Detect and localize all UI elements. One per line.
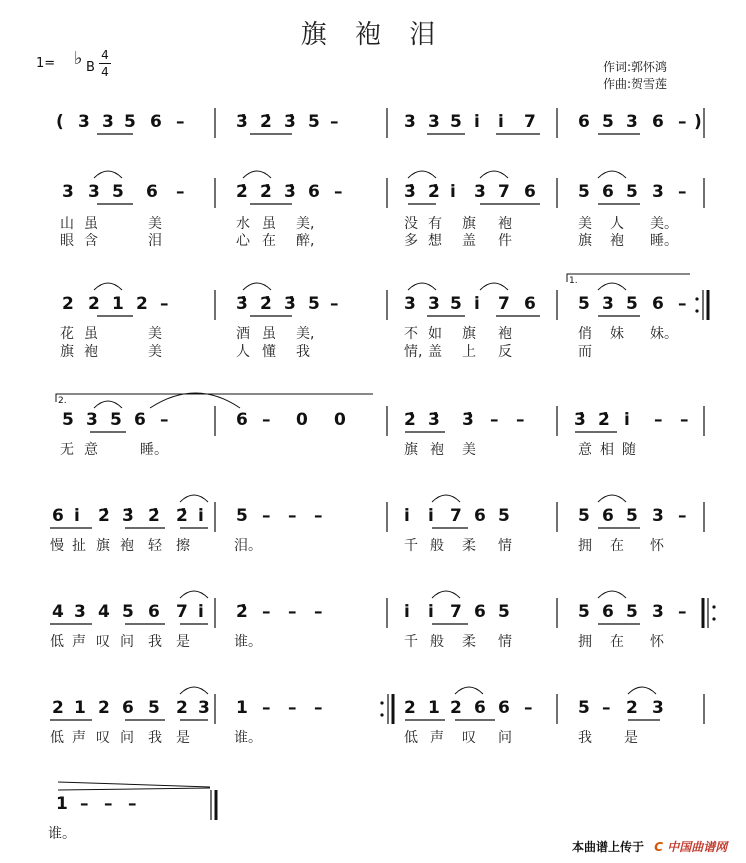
note: ) xyxy=(694,112,702,132)
note: 2 xyxy=(450,698,462,718)
volta-second: 2. xyxy=(58,396,67,406)
note: i̇ xyxy=(74,506,80,526)
lyric-syllable: 旗 xyxy=(578,233,592,249)
lyric-syllable: 情 xyxy=(498,538,512,554)
lyric-syllable: 美 xyxy=(462,442,476,458)
note: i̇ xyxy=(404,602,410,622)
note: 2̇ xyxy=(598,410,610,430)
lyric-syllable: 谁。 xyxy=(48,826,76,842)
note: 3 xyxy=(74,602,86,622)
lyric-syllable: 盖 xyxy=(428,344,442,360)
note: 3 xyxy=(102,112,114,132)
note: 3 xyxy=(62,182,74,202)
note: i̇ xyxy=(198,602,204,622)
note: 3 xyxy=(626,112,638,132)
note: 7 xyxy=(498,182,510,202)
lyric-syllable: 问 xyxy=(120,634,134,650)
note: 3 xyxy=(652,506,664,526)
note: 2 xyxy=(52,698,64,718)
note: – xyxy=(80,794,89,814)
lyric-syllable: 妹。 xyxy=(650,326,678,342)
lyric-syllable: 在 xyxy=(610,634,624,650)
note: 5 xyxy=(112,182,124,202)
note: 7 xyxy=(450,602,462,622)
note: 6 xyxy=(524,294,536,314)
note: 2 xyxy=(404,698,416,718)
lyric-syllable: 人 xyxy=(236,344,250,360)
lyric-syllable: 情, xyxy=(404,344,423,360)
note: – xyxy=(262,602,271,622)
upload-note: 本曲谱上传于 xyxy=(572,840,645,854)
note: – xyxy=(678,182,687,202)
note: 6 xyxy=(498,698,510,718)
note: 4 xyxy=(98,602,110,622)
note: – xyxy=(680,410,689,430)
lyric-syllable: 拥 xyxy=(578,538,592,554)
note: 5 xyxy=(122,602,134,622)
lyric-syllable: 叹 xyxy=(96,730,110,746)
lyric-syllable: 醉, xyxy=(296,233,315,249)
lyric-syllable: 盖 xyxy=(462,233,476,249)
lyric-syllable: 我 xyxy=(578,730,592,746)
lyric-syllable: 如 xyxy=(428,326,442,342)
lyric-syllable: 旗 xyxy=(96,538,110,554)
note: – xyxy=(330,112,339,132)
lyric-syllable: 美 xyxy=(148,344,162,360)
lyric-syllable: 美。 xyxy=(650,216,678,232)
note: 6 xyxy=(524,182,536,202)
note: 5 xyxy=(578,294,590,314)
note: 2̇ xyxy=(236,182,248,202)
note: 3̇ xyxy=(574,410,586,430)
lyric-syllable: 含 xyxy=(84,233,98,249)
lyric-syllable: 谁。 xyxy=(234,730,262,746)
flat-sign: ♭ xyxy=(74,48,83,69)
lyric-syllable: 虽 xyxy=(84,326,98,342)
lyric-syllable: 美 xyxy=(148,326,162,342)
lyric-syllable: 睡。 xyxy=(140,442,168,458)
note: 6 xyxy=(652,294,664,314)
lyric-syllable: 千 xyxy=(404,538,418,554)
lyric-syllable: 柔 xyxy=(462,538,476,554)
note: – xyxy=(314,698,323,718)
note: 3̇ xyxy=(428,410,440,430)
note: – xyxy=(288,698,297,718)
meter-top: 4 xyxy=(101,48,109,62)
lyric-syllable: 意 xyxy=(578,442,592,458)
lyric-syllable: 是 xyxy=(624,730,638,746)
site-logo: C 中国曲谱网 xyxy=(654,840,728,854)
lyric-syllable: 酒 xyxy=(236,326,250,342)
lyric-syllable: 问 xyxy=(498,730,512,746)
lyric-syllable: 声 xyxy=(72,730,86,746)
footer xyxy=(572,838,727,855)
lyric-syllable: 有 xyxy=(428,216,442,232)
note: 5 xyxy=(626,182,638,202)
lyric-syllable: 美, xyxy=(296,216,315,232)
note: 6 xyxy=(474,506,486,526)
note: ( xyxy=(56,112,64,132)
note: 6 xyxy=(122,698,134,718)
lyric-syllable: 没 xyxy=(404,216,418,232)
lyric-syllable: 般 xyxy=(430,634,444,650)
lyric-syllable: 是 xyxy=(176,634,190,650)
lyric-syllable: 反 xyxy=(498,344,512,360)
note: – xyxy=(128,794,137,814)
lyric-syllable: 袍 xyxy=(610,233,624,249)
lyric-syllable: 多 xyxy=(404,233,418,249)
lyric-syllable: 在 xyxy=(262,233,276,249)
note: 3 xyxy=(602,294,614,314)
note: 5 xyxy=(578,182,590,202)
note: 1 xyxy=(112,294,124,314)
lyric-syllable: 低 xyxy=(50,634,64,650)
note: – xyxy=(288,602,297,622)
lyric-syllable: 叹 xyxy=(462,730,476,746)
lyric-syllable: 懂 xyxy=(262,344,276,360)
note: – xyxy=(288,506,297,526)
note: – xyxy=(160,410,169,430)
lyric-syllable: 擦 xyxy=(176,538,190,554)
note: 6 xyxy=(146,182,158,202)
lyric-syllable: 美 xyxy=(578,216,592,232)
lyric-syllable: 柔 xyxy=(462,634,476,650)
note: 2̇ xyxy=(98,506,110,526)
song-title: 旗 袍 泪 xyxy=(300,20,446,50)
lyric-syllable: 袍 xyxy=(430,442,444,458)
note: 6 xyxy=(236,410,248,430)
lyric-syllable: 而 xyxy=(578,344,592,360)
note: 2 xyxy=(98,698,110,718)
note: 1 xyxy=(236,698,248,718)
lyricist: 作词:郭怀鸿 xyxy=(603,60,668,74)
note: 6 xyxy=(134,410,146,430)
note: 5 xyxy=(124,112,136,132)
lyric-syllable: 山 xyxy=(60,216,74,232)
lyric-syllable: 想 xyxy=(428,233,442,249)
note: – xyxy=(334,182,343,202)
note: 4 xyxy=(52,602,64,622)
note: – xyxy=(602,698,611,718)
note: 6 xyxy=(602,506,614,526)
lyric-syllable: 声 xyxy=(430,730,444,746)
lyric-syllable: 情 xyxy=(498,634,512,650)
note: i̇ xyxy=(624,410,630,430)
note: 3 xyxy=(652,182,664,202)
note: – xyxy=(160,294,169,314)
note: 3̇ xyxy=(284,182,296,202)
note: 5 xyxy=(626,506,638,526)
lyric-syllable: 泪 xyxy=(148,233,162,249)
note: 3 xyxy=(652,602,664,622)
note: – xyxy=(678,112,687,132)
lyric-syllable: 怀 xyxy=(650,634,664,650)
note: – xyxy=(678,602,687,622)
note: 6 xyxy=(150,112,162,132)
note: – xyxy=(678,294,687,314)
note: – xyxy=(654,410,663,430)
note: 3 xyxy=(198,698,210,718)
lyric-syllable: 我 xyxy=(148,730,162,746)
note: 2̇ xyxy=(176,506,188,526)
lyric-syllable: 虽 xyxy=(262,326,276,342)
note: 5 xyxy=(498,602,510,622)
lyric-syllable: 旗 xyxy=(60,344,74,360)
note: 3 xyxy=(78,112,90,132)
lyric-syllable: 慢 xyxy=(50,538,64,554)
note: 2 xyxy=(88,294,100,314)
note: – xyxy=(524,698,533,718)
lyric-syllable: 轻 xyxy=(148,538,162,554)
lyric-syllable: 千 xyxy=(404,634,418,650)
note: 5 xyxy=(236,506,248,526)
note: 5 xyxy=(602,112,614,132)
note: 2̇ xyxy=(404,410,416,430)
note: 2̇ xyxy=(428,182,440,202)
note: 5 xyxy=(110,410,122,430)
note: – xyxy=(262,506,271,526)
note: – xyxy=(262,698,271,718)
note: 3 xyxy=(404,112,416,132)
lyric-syllable: 怀 xyxy=(650,538,664,554)
lyric-syllable: 水 xyxy=(236,216,250,232)
lyric-syllable: 我 xyxy=(148,634,162,650)
note: 5 xyxy=(308,294,320,314)
lyric-syllable: 相 xyxy=(600,442,614,458)
lyric-syllable: 意 xyxy=(84,442,98,458)
note: 7 xyxy=(498,294,510,314)
lyric-syllable: 不 xyxy=(404,326,418,342)
note: 3̇ xyxy=(284,294,296,314)
lyric-syllable: 袍 xyxy=(498,326,512,342)
note: 6 xyxy=(652,112,664,132)
lyric-syllable: 虽 xyxy=(262,216,276,232)
lyric-syllable: 袍 xyxy=(498,216,512,232)
note: – xyxy=(490,410,499,430)
lyric-syllable: 俏 xyxy=(578,326,592,342)
lyric-syllable: 妹 xyxy=(610,326,624,342)
lyric-syllable: 随 xyxy=(622,442,636,458)
note: 0 xyxy=(334,410,346,430)
note: – xyxy=(314,506,323,526)
note: 0 xyxy=(296,410,308,430)
note: 5 xyxy=(308,112,320,132)
lyric-syllable: 件 xyxy=(498,233,512,249)
note: i̇ xyxy=(474,294,480,314)
lyric-syllable: 袍 xyxy=(120,538,134,554)
note: 6 xyxy=(52,506,64,526)
note: i̇ xyxy=(474,112,480,132)
note: i̇ xyxy=(450,182,456,202)
lyric-syllable: 美 xyxy=(148,216,162,232)
note: 2 xyxy=(62,294,74,314)
note: 3 xyxy=(88,182,100,202)
note: 6 xyxy=(148,602,160,622)
lyric-syllable: 旗 xyxy=(462,326,476,342)
lyric-syllable: 袍 xyxy=(84,344,98,360)
note: – xyxy=(176,182,185,202)
note: 5 xyxy=(578,698,590,718)
note: 7 xyxy=(524,112,536,132)
note: 2 xyxy=(136,294,148,314)
note: 6 xyxy=(474,698,486,718)
lyric-syllable: 人 xyxy=(610,216,624,232)
lyric-syllable: 无 xyxy=(60,442,74,458)
note: 6 xyxy=(602,602,614,622)
note: 5 xyxy=(626,294,638,314)
note: 3 xyxy=(86,410,98,430)
note: – xyxy=(176,112,185,132)
note: 5 xyxy=(578,602,590,622)
lyric-syllable: 心 xyxy=(236,233,250,249)
note: 6 xyxy=(578,112,590,132)
note: 3 xyxy=(428,112,440,132)
lyric-syllable: 旗 xyxy=(462,216,476,232)
note: – xyxy=(516,410,525,430)
note: 5 xyxy=(498,506,510,526)
note: 2̇ xyxy=(148,506,160,526)
lyric-syllable: 声 xyxy=(72,634,86,650)
note: 3̇ xyxy=(236,112,248,132)
lyric-syllable: 睡。 xyxy=(650,233,678,249)
lyric-syllable: 低 xyxy=(404,730,418,746)
lyric-syllable: 在 xyxy=(610,538,624,554)
note: 6 xyxy=(308,182,320,202)
note: 3̇ xyxy=(122,506,134,526)
note: 5 xyxy=(626,602,638,622)
note: – xyxy=(678,506,687,526)
note: 3 xyxy=(404,294,416,314)
note: 7 xyxy=(450,506,462,526)
lyric-syllable: 扯 xyxy=(72,538,86,554)
note: 3 xyxy=(474,182,486,202)
lyric-syllable: 谁。 xyxy=(234,634,262,650)
lyric-syllable: 是 xyxy=(176,730,190,746)
lyric-syllable: 拥 xyxy=(578,634,592,650)
note: 6 xyxy=(474,602,486,622)
note: 5 xyxy=(148,698,160,718)
lyric-syllable: 泪。 xyxy=(234,538,262,554)
note: – xyxy=(314,602,323,622)
note: 3̇ xyxy=(404,182,416,202)
note: 2̇ xyxy=(236,602,248,622)
note: i̇ xyxy=(428,602,434,622)
note: i̇ xyxy=(498,112,504,132)
note: 3̇ xyxy=(236,294,248,314)
lyric-syllable: 我 xyxy=(296,344,310,360)
composer: 作曲:贺雪莲 xyxy=(603,77,668,91)
note: – xyxy=(262,410,271,430)
note: 3̇ xyxy=(284,112,296,132)
note: 3 xyxy=(652,698,664,718)
lyric-syllable: 低 xyxy=(50,730,64,746)
note: 2̇ xyxy=(260,294,272,314)
lyric-syllable: 般 xyxy=(430,538,444,554)
note: 1 xyxy=(74,698,86,718)
note: 5 xyxy=(450,112,462,132)
note: 7 xyxy=(176,602,188,622)
key-tonic: B xyxy=(86,60,95,75)
note: 5 xyxy=(578,506,590,526)
lyric-syllable: 美, xyxy=(296,326,315,342)
note: 2̇ xyxy=(260,182,272,202)
note: 1 xyxy=(428,698,440,718)
lyric-syllable: 虽 xyxy=(84,216,98,232)
note: i̇ xyxy=(404,506,410,526)
lyric-syllable: 上 xyxy=(462,344,476,360)
meter-bottom: 4 xyxy=(101,65,109,79)
site-name: 中国曲谱网 xyxy=(667,840,728,854)
note: i̇ xyxy=(198,506,204,526)
note: 5 xyxy=(62,410,74,430)
note: 2 xyxy=(626,698,638,718)
lyric-syllable: 眼 xyxy=(60,233,74,249)
note: i̇ xyxy=(428,506,434,526)
note: 3̇ xyxy=(462,410,474,430)
note: 3 xyxy=(428,294,440,314)
note: 1 xyxy=(56,794,68,814)
lyric-syllable: 问 xyxy=(120,730,134,746)
note: – xyxy=(330,294,339,314)
lyric-syllable: 花 xyxy=(60,326,74,342)
note: – xyxy=(104,794,113,814)
note: 6 xyxy=(602,182,614,202)
note: 2 xyxy=(176,698,188,718)
lyric-syllable: 旗 xyxy=(404,442,418,458)
lyric-syllable: 叹 xyxy=(96,634,110,650)
volta-first: 1. xyxy=(569,276,578,286)
note: 2̇ xyxy=(260,112,272,132)
note: 5 xyxy=(450,294,462,314)
key-prefix: 1= xyxy=(36,56,56,71)
